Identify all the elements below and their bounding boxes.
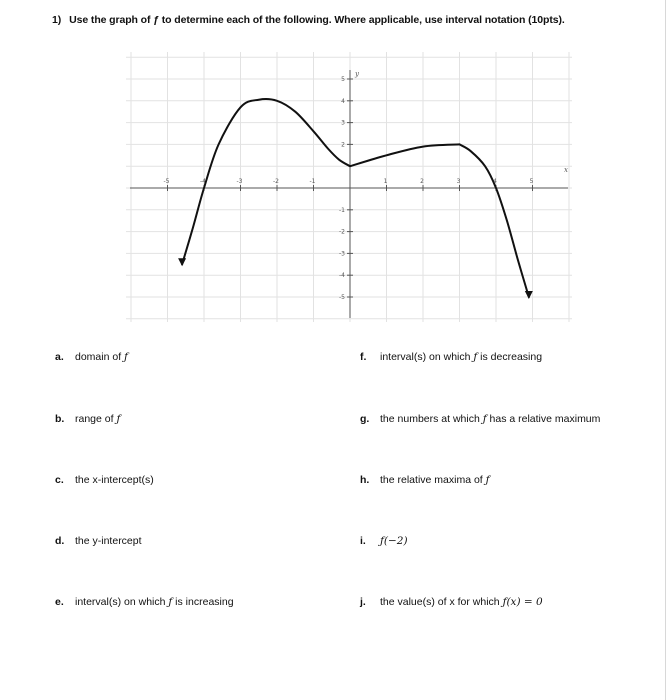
question-header (52, 14, 565, 26)
graph-svg (126, 52, 572, 322)
x-tick-label: 4 (493, 178, 497, 185)
item-e-increasing (55, 596, 234, 608)
y-tick-label: 2 (341, 141, 345, 149)
item-h-relative-maxima (360, 474, 490, 486)
function-curve-segment (182, 99, 350, 264)
y-tick-label: -1 (339, 206, 345, 214)
item-letter: a. (55, 351, 64, 363)
curve-arrowhead (178, 258, 186, 266)
y-tick-label: 3 (341, 119, 345, 127)
x-tick-label: 2 (420, 178, 424, 185)
x-tick-label: -2 (273, 178, 279, 185)
item-letter: j. (360, 596, 366, 608)
item-fx: ƒ(x) = 0 (502, 596, 543, 608)
item-text: domain of (75, 351, 125, 363)
function-curve-segment (460, 144, 529, 297)
item-d-y-intercept (55, 535, 142, 547)
item-text-after: is decreasing (477, 351, 543, 363)
item-fx: ƒ (168, 596, 173, 608)
item-text: interval(s) on which (75, 596, 169, 608)
item-letter: f. (360, 351, 367, 363)
item-fx: ƒ (116, 413, 121, 425)
item-j-zeros (360, 596, 543, 608)
item-letter: i. (360, 535, 366, 547)
item-c-x-intercepts (55, 474, 154, 486)
item-f-decreasing (360, 351, 542, 363)
y-tick-label: 4 (341, 97, 345, 105)
item-letter: d. (55, 535, 65, 547)
x-tick-label: 3 (456, 178, 461, 185)
item-text: range of (75, 413, 117, 425)
x-tick-label: 5 (529, 178, 534, 185)
item-fx: ƒ (485, 474, 490, 486)
item-b-range (55, 413, 120, 425)
item-letter: e. (55, 596, 64, 608)
item-fx: ƒ(−2) (380, 535, 408, 547)
item-text-after: is increasing (172, 596, 234, 608)
y-tick-label: -3 (339, 250, 345, 258)
item-i-f-of-neg2 (360, 535, 408, 547)
question-number: 1) (52, 14, 62, 26)
item-text: the numbers at which (380, 413, 483, 425)
x-tick-label: -4 (200, 178, 206, 185)
y-tick-label: -5 (339, 294, 345, 301)
item-text: the y-intercept (75, 535, 142, 547)
y-tick-label: 5 (341, 76, 345, 83)
item-letter: b. (55, 413, 65, 425)
function-graph (126, 52, 572, 322)
y-tick-label: -2 (339, 228, 345, 236)
y-axis-label: y (355, 70, 359, 78)
function-curve-segment (350, 144, 460, 166)
x-tick-label: -3 (236, 178, 243, 185)
item-a-domain (55, 351, 128, 363)
item-text-after: has a relative maximum (486, 413, 601, 425)
y-tick-label: -4 (339, 272, 345, 280)
curve-arrowhead (525, 291, 533, 299)
item-letter: h. (360, 474, 370, 486)
page-edge (665, 0, 666, 700)
item-fx: ƒ (473, 351, 478, 363)
item-fx: ƒ (482, 413, 487, 425)
item-letter: c. (55, 474, 64, 486)
item-text: the value(s) of x for which (380, 596, 503, 608)
x-tick-label: 1 (383, 178, 388, 185)
item-fx: ƒ (124, 351, 128, 363)
x-axis-label: x (564, 166, 568, 174)
x-tick-label: -5 (163, 178, 170, 185)
item-text: interval(s) on which (380, 351, 474, 363)
item-text: the relative maxima of (380, 474, 486, 486)
item-g-relative-max-numbers (360, 413, 600, 425)
x-tick-label: -1 (309, 178, 316, 185)
item-letter: g. (360, 413, 370, 425)
question-text: Use the graph of ƒ to determine each of the following. Where applicable, use interval notation (10pts). (69, 14, 565, 26)
item-text: the x-intercept(s) (75, 474, 154, 486)
